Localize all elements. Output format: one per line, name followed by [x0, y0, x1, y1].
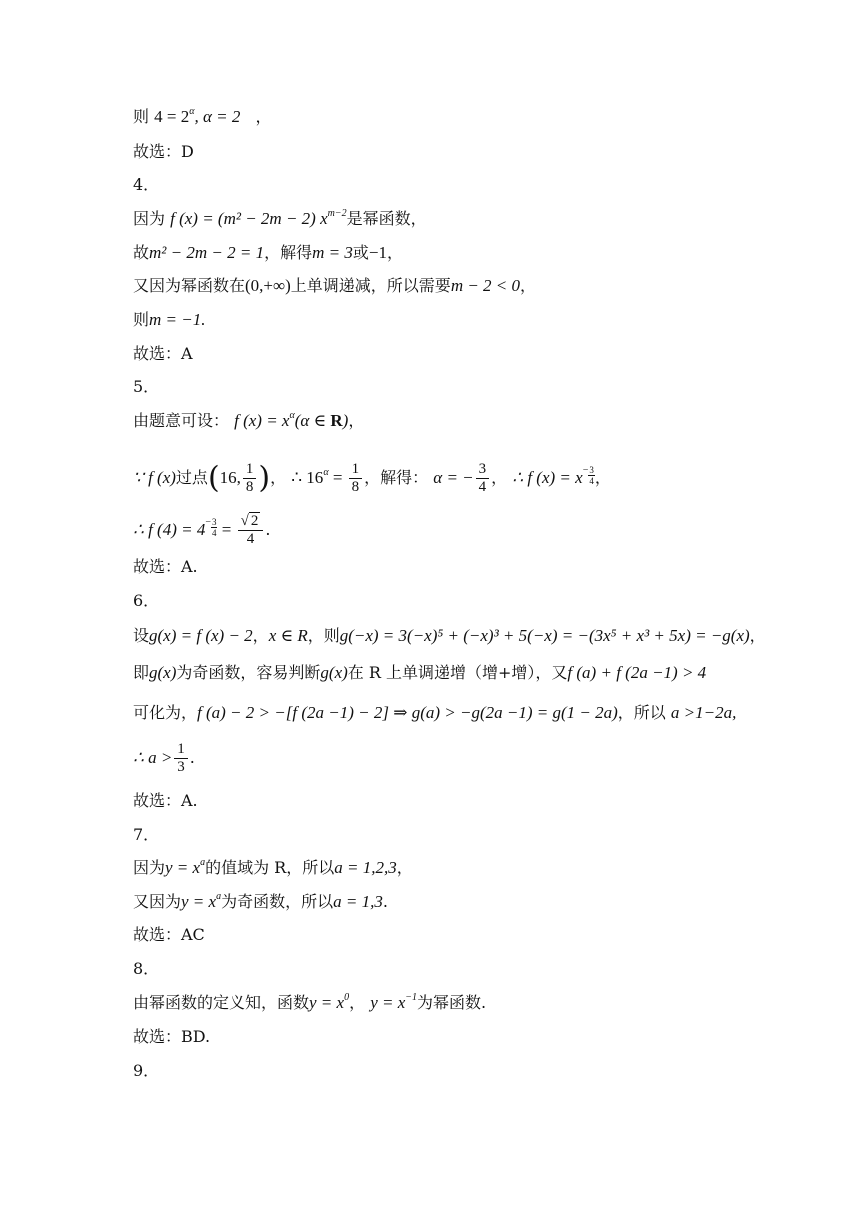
- text-line-1: [133, 106, 271, 128]
- math-expression: ∴ f (4) = 4: [133, 520, 206, 539]
- text-line-11: ∵ f (x)过点(16, $\frac{1}{8}$ )， ∴ $16^\alpha$ = $\frac{1}{8}$ ，解得： α = − $\frac{3}{4}$ ， ∴ f (x) = x− $\frac{3}{4}$ ，: [133, 460, 611, 496]
- math-expression: f $(x) = x^\alpha(\alpha$ ∈ R): [234, 410, 349, 430]
- math-expression: g(x): [320, 663, 348, 682]
- answer-line: 故选：A.: [133, 557, 198, 576]
- text-line-6: 又因为幂函数在(0,+∞)上单调递减，所以需要m − 2 < 0，: [133, 276, 537, 295]
- math-expression: a >1−2a,: [670, 703, 737, 722]
- text-line-18: ∴ a > $\frac{1}{3}$ .: [133, 741, 195, 775]
- fraction: $\frac{1}{3}$: [174, 741, 188, 776]
- text-line-16: 即g(x)为奇函数，容易判断g(x)在 R 上单调递增（增+增），又f (a) + f (2a −1) > 4: [133, 663, 707, 682]
- question-number: 7．: [133, 825, 160, 844]
- question-number: 9．: [133, 1061, 160, 1080]
- text-line-7: 则m = −1.: [133, 310, 206, 329]
- question-number: 6．: [133, 591, 160, 610]
- fraction: $\frac{1}{8}$: [349, 461, 363, 496]
- math-expression: ∵ f (x): [133, 468, 176, 487]
- answer-line: 故选：AC: [133, 925, 205, 944]
- text-line-4: 因为 f (x) = (m² − 2m − 2) $x^{m-2}$是幂函数，: [133, 208, 427, 228]
- text-line-12: ∴ f (4) = 4− $\frac{3}{4}$ = $\frac{√ 2}{4}$ .: [133, 513, 271, 547]
- question-number: 8．: [133, 959, 160, 978]
- math-expression: f (a) + f (2a −1) > 4: [567, 663, 707, 682]
- math-expression: m = 3: [312, 243, 353, 262]
- math-expression: x ∈ R: [268, 626, 308, 645]
- math-expression: α = −: [433, 468, 474, 487]
- math-expression: $y = x^a$: [165, 857, 206, 877]
- answer-line: 故选：BD.: [133, 1027, 211, 1046]
- math-expression: ∴ a >: [133, 748, 173, 767]
- math-expression: m = −1.: [149, 310, 206, 329]
- math-expression: $4 = 2^\alpha$, α = 2: [154, 106, 241, 126]
- text-line-5: 故m² − 2m − 2 = 1，解得m = 3或−1，: [133, 243, 403, 262]
- math-expression: a = 1,3: [333, 892, 383, 911]
- math-expression: g(x): [149, 663, 177, 682]
- text-line-22: 又因为$y = x^a$为奇函数，所以a = 1,3.: [133, 891, 388, 911]
- math-expression: $y = x^{-1}$: [370, 992, 417, 1012]
- text-line-17: 可化为，f (a) − 2 > −[f (2a −1) − 2] ⇒ g(a) > −g(2a −1) = g(1 − 2a)，所以 a >1−2a,: [133, 703, 737, 722]
- answer-line: 故选：D: [133, 142, 194, 161]
- question-number: 4．: [133, 175, 160, 194]
- text-line-15: 设g(x) = f (x) − 2，x ∈ R，则g(−x) = 3(−x)⁵ + (−x)³ + 5(−x) = −(3x⁵ + x³ + 5x) = −g(x)，: [133, 626, 766, 645]
- text: ，: [255, 107, 272, 126]
- math-expression: ∴ $16^\alpha$ =: [291, 467, 347, 487]
- math-expression: m − 2 < 0: [450, 276, 521, 295]
- math-expression: $y = x^0$: [309, 992, 350, 1012]
- question-number: 5．: [133, 377, 160, 396]
- fraction: $\frac{3}{4}$: [476, 461, 490, 496]
- text-line-10: 由题意可设： f $(x) = x^\alpha(\alpha$ ∈ R)，: [133, 410, 365, 430]
- text-line-25: 由幂函数的定义知，函数$y = x^0$， $y = x^{-1}$为幂函数.: [133, 992, 487, 1012]
- math-expression: ∴ f (x) = x: [512, 468, 583, 487]
- text-line-21: 因为$y = x^a$的值域为 R，所以a = 1,2,3，: [133, 857, 413, 877]
- fraction: $\frac{√ 2}{4}$: [238, 513, 264, 548]
- math-expression: f (a) − 2 > −[f (2a −1) − 2] ⇒ g(a) > −g(2a −1) = g(1 − 2a): [197, 703, 618, 722]
- math-expression: f (x) = (m² − 2m − 2) $x^{m-2}$: [170, 208, 347, 228]
- math-expression: g(−x) = 3(−x)⁵ + (−x)³ + 5(−x) = −(3x⁵ + x³ + 5x) = −g(x): [339, 626, 750, 645]
- math-expression: $y = x^a$: [181, 891, 222, 911]
- answer-line: 故选：A: [133, 344, 193, 363]
- fraction: $\frac{1}{8}$: [243, 461, 257, 496]
- math-expression: (0,+∞): [245, 276, 291, 295]
- math-expression: a = 1,2,3: [334, 858, 397, 877]
- text: 则: [133, 107, 150, 126]
- math-expression: m² − 2m − 2 = 1: [149, 243, 265, 262]
- math-expression: −1: [368, 243, 387, 262]
- math-expression: g(x) = f (x) − 2: [149, 626, 253, 645]
- answer-line: 故选：A.: [133, 791, 198, 810]
